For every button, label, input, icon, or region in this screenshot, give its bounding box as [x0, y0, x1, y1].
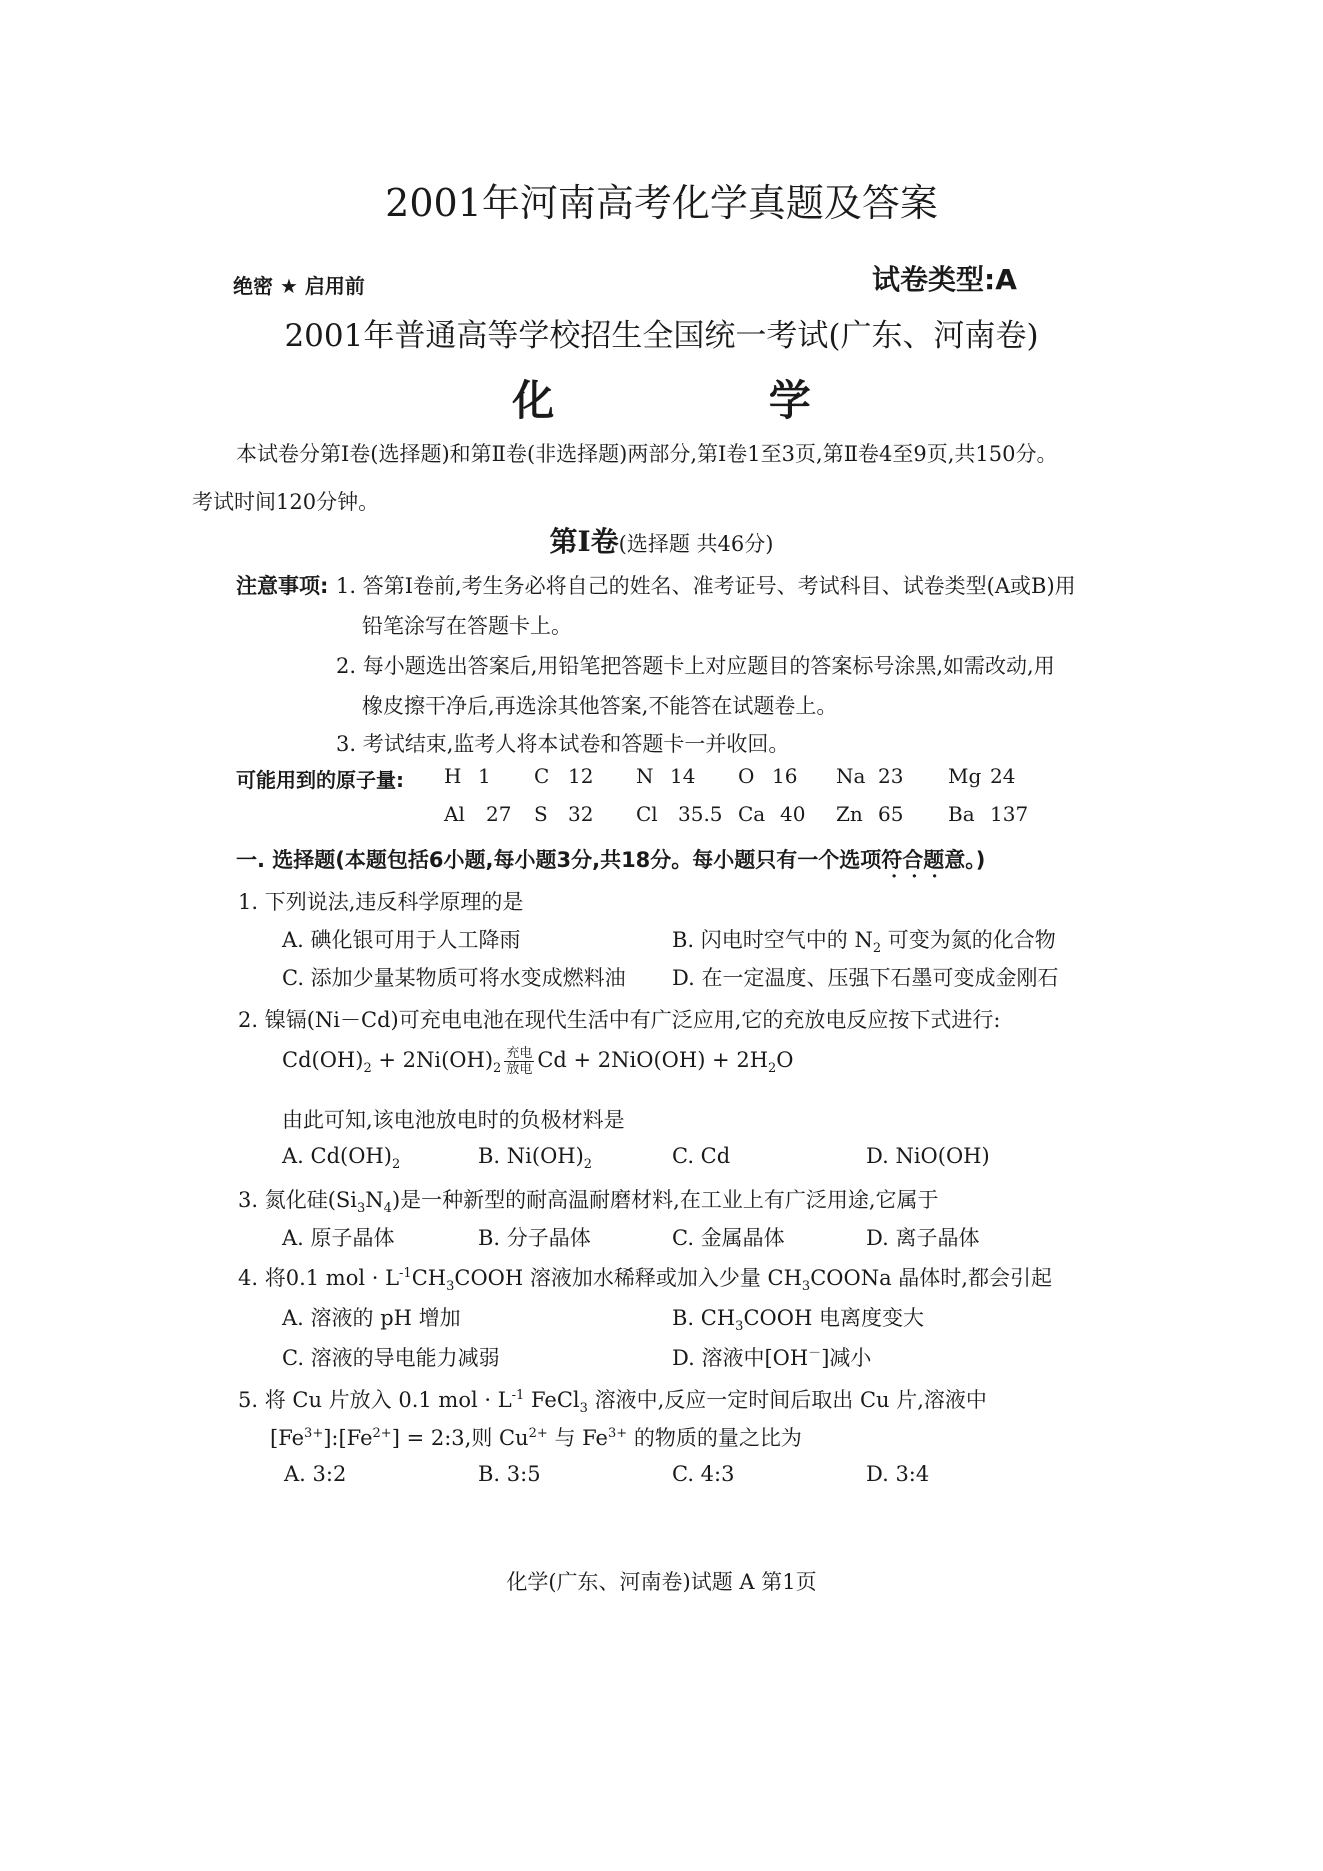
q4-option-c: C. 溶液的导电能力减弱: [282, 1346, 500, 1370]
note-1-line-2: 铅笔涂写在答题卡上。: [362, 614, 572, 638]
section-heading-part-a: 一. 选择题(本题包括6小题,每小题3分,共18分。每小题只有: [236, 848, 798, 872]
element-symbol: Ba: [948, 802, 975, 826]
q5-option-d: D. 3:4: [866, 1462, 930, 1486]
q5-option-b: B. 3:5: [478, 1462, 541, 1486]
q5-stem-line-2: $[Fe^{3+}]:[Fe^{2+}]$ = 2:3,则 $Cu^{2+}$ 与 $Fe^{3+}$ 的物质的量之比为: [270, 1426, 802, 1450]
element-symbol: Zn: [836, 802, 863, 826]
note-2-line-1: 2. 每小题选出答案后,用铅笔把答题卡上对应题目的答案标号涂黑,如需改动,用: [336, 654, 1055, 678]
q2-option-c: C. Cd: [672, 1144, 731, 1168]
section-heading: [236, 844, 985, 874]
atomic-weight-value: 12: [568, 764, 594, 788]
section-heading-part-b: 选项符合题意。): [839, 848, 986, 872]
q3-option-a: A. 原子晶体: [282, 1226, 395, 1250]
paper-type-label: 试卷类型:A: [872, 263, 1017, 296]
element-symbol: S: [534, 802, 548, 826]
section-1-title: [0, 520, 1323, 560]
q1-stem: 1. 下列说法,违反科学原理的是: [238, 890, 524, 914]
atomic-weight-value: 24: [990, 764, 1016, 788]
section-1-note: (选择题 共46分): [618, 532, 774, 556]
document-title: 2001年河南高考化学真题及答案: [385, 181, 938, 225]
q2-option-b: B. $Ni(OH)_2$: [478, 1144, 593, 1173]
q3-stem: 3. 氮化硅$(Si_3N_4)$是一种新型的耐高温耐磨材料,在工业上有广泛用途,它属于: [238, 1188, 939, 1217]
q1-option-c: C. 添加少量某物质可将水变成燃料油: [282, 966, 626, 990]
element-symbol: Mg: [948, 764, 982, 788]
q5-option-a: A. 3:2: [284, 1462, 347, 1486]
q4-option-d: D. 溶液中[OH－]减小: [672, 1346, 872, 1370]
atomic-weight-value: 137: [990, 802, 1029, 826]
q5-option-c: C. 4:3: [672, 1462, 735, 1486]
emphasis-dots: ···: [891, 866, 952, 887]
q2-option-d: D. NiO(OH): [866, 1144, 990, 1168]
q2-stem: 2. 镍镉(Ni－Cd)可充电电池在现代生活中有广泛应用,它的充放电反应按下式进行:: [238, 1008, 1001, 1032]
q3-option-b: B. 分子晶体: [478, 1226, 591, 1250]
element-symbol: C: [534, 764, 550, 788]
q2-option-a: A. $Cd(OH)_2$: [282, 1144, 401, 1173]
q3-option-c: C. 金属晶体: [672, 1226, 785, 1250]
element-symbol: Na: [836, 764, 866, 788]
atomic-weight-value: 32: [568, 802, 594, 826]
atomic-weight-value: 65: [878, 802, 904, 826]
q4-option-b: B. $CH_3COOH$ 电离度变大: [672, 1306, 924, 1335]
section-1-name: 第Ⅰ卷: [549, 525, 619, 558]
atomic-weight-value: 1: [478, 764, 491, 788]
atomic-weight-value: 40: [780, 802, 806, 826]
atomic-weight-value: 35.5: [678, 802, 723, 826]
atomic-weight-value: 14: [670, 764, 696, 788]
element-symbol: Ca: [738, 802, 766, 826]
atomic-weight-value: 23: [878, 764, 904, 788]
q4-stem: 4. 将0.1 mol · $L^{-1}CH_3COOH$ 溶液加水稀释或加入少量 $CH_3COONa$ 晶体时,都会引起: [238, 1266, 1052, 1295]
q3-option-d: D. 离子晶体: [866, 1226, 980, 1250]
q2-equation: $Cd(OH)_2 + 2Ni(OH)_2$ $\frac{\text{充电}}{\text{放电}}$ $Cd + 2NiO(OH) + 2H_2O$: [282, 1046, 794, 1077]
q5-stem: 5. 将 Cu 片放入 0.1 mol · $L^{-1}$ FeCl$_3$ 溶液中,反应一定时间后取出 Cu 片,溶液中: [238, 1388, 987, 1417]
section-heading-emphasis: 一个: [797, 848, 840, 872]
note-1-line-1: 1. 答第Ⅰ卷前,考生务必将自己的姓名、准考证号、考试科目、试卷类型(A或B)用: [336, 574, 1076, 598]
element-symbol: Al: [444, 802, 465, 826]
intro-paragraph: 本试卷分第Ⅰ卷(选择题)和第Ⅱ卷(非选择题)两部分,第Ⅰ卷1至3页,第Ⅱ卷4至9页,共150分。考试时间120分钟。: [192, 442, 1058, 514]
element-symbol: H: [444, 764, 462, 788]
note-2-line-2: 橡皮擦干净后,再选涂其他答案,不能答在试题卷上。: [362, 694, 838, 718]
q1-option-d: D. 在一定温度、压强下石墨可变成金刚石: [672, 966, 1059, 990]
element-symbol: O: [738, 764, 755, 788]
notes-label: 注意事项:: [236, 574, 329, 598]
element-symbol: Cl: [636, 802, 658, 826]
element-symbol: N: [636, 764, 654, 788]
page-footer: 化学(广东、河南卷)试题 A 第1页: [506, 1570, 817, 1594]
note-3-line-1: 3. 考试结束,监考人将本试卷和答题卡一并收回。: [336, 732, 790, 756]
exam-title: 2001年普通高等学校招生全国统一考试(广东、河南卷): [284, 318, 1039, 354]
confidential-mark: 绝密 ★ 启用前: [233, 274, 365, 298]
atomic-weights-label: 可能用到的原子量:: [236, 768, 404, 792]
q1-option-a: A. 碘化银可用于人工降雨: [282, 928, 521, 952]
reaction-arrow-label: $\frac{\text{充电}}{\text{放电}}$: [506, 1046, 533, 1077]
q2-lead: 由此可知,该电池放电时的负极材料是: [282, 1108, 625, 1132]
q1-option-b: B. 闪电时空气中的 $N_2$ 可变为氮的化合物: [672, 928, 1056, 957]
subject-title: 化 学: [512, 376, 911, 425]
atomic-weight-value: 27: [486, 802, 512, 826]
atomic-weight-value: 16: [772, 764, 798, 788]
q4-option-a: A. 溶液的 pH 增加: [282, 1306, 461, 1330]
